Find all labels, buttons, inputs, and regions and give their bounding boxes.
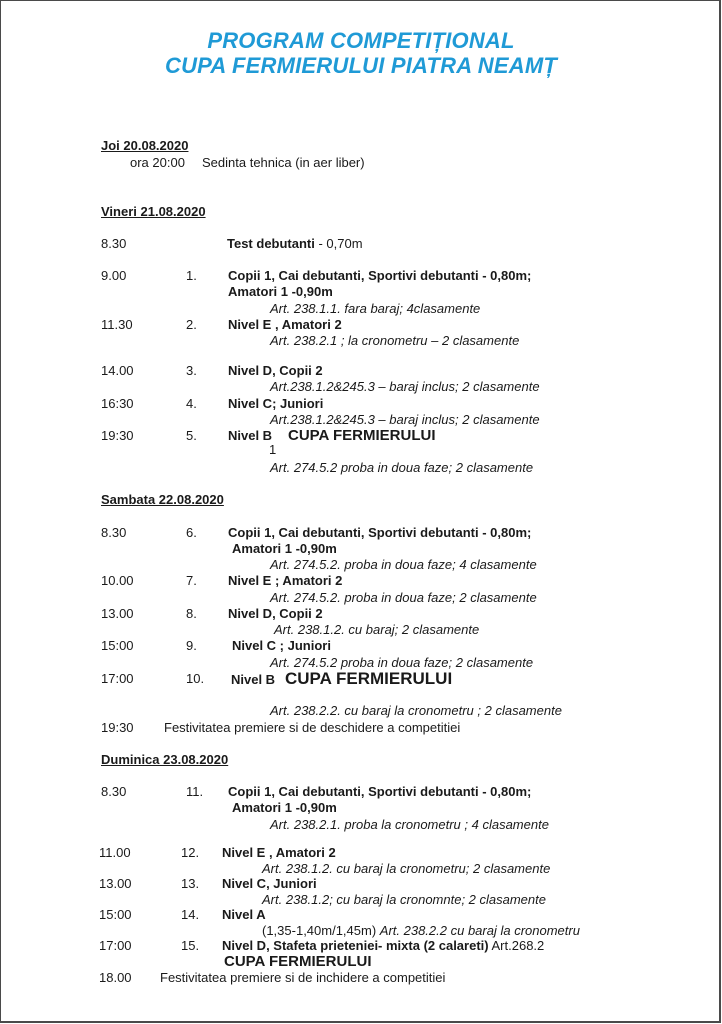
event-title: Copii 1, Cai debutanti, Sportivi debutanti - 0,80m; xyxy=(228,784,532,799)
event-time: 19:30 xyxy=(101,428,134,443)
event-title-line-2: Amatori 1 -0,90m xyxy=(232,800,337,815)
meeting-text: Sedinta tehnica (in aer liber) xyxy=(202,155,365,170)
event-number: 8. xyxy=(186,606,197,621)
event-title: Nivel B xyxy=(228,428,273,443)
event-title: Nivel D, Copii 2 xyxy=(228,606,323,621)
event-time: 14.00 xyxy=(101,363,134,378)
event-article: Art.238.1.2&245.3 – baraj inclus; 2 clasamente xyxy=(270,412,540,427)
event-title-line-2: Amatori 1 -0,90m xyxy=(228,284,333,299)
closing-time: 19:30 xyxy=(101,720,134,735)
test-event xyxy=(227,236,363,251)
event-number: 14. xyxy=(181,907,200,922)
event-number: 13. xyxy=(181,876,200,891)
event-article-line xyxy=(262,923,580,938)
closing-text: Festivitatea premiere si de deschidere a competitiei xyxy=(164,720,461,735)
event-article: Art. 238.1.2. cu baraj la cronometru; 2 clasamente xyxy=(262,861,551,876)
closing-text: Festivitatea premiere si de inchidere a competitiei xyxy=(160,970,446,985)
event-article: Art. 238.2.2. cu baraj la cronometru ; 2 clasamente xyxy=(270,703,562,718)
event-title-line-2: Amatori 1 -0,90m xyxy=(232,541,337,556)
title-line-1: PROGRAM COMPETIȚIONAL xyxy=(207,28,515,53)
event-time: 8.30 xyxy=(101,525,127,540)
event-number: 6. xyxy=(186,525,197,540)
day-heading-sambata: Sambata 22.08.2020 xyxy=(101,492,224,507)
event-article: Art. 238.1.2; cu baraj la cronomnte; 2 clasamente xyxy=(262,892,546,907)
event-article: Art. 274.5.2. proba in doua faze; 2 clasamente xyxy=(270,590,537,605)
event-number: 3. xyxy=(186,363,197,378)
event-number: 15. xyxy=(181,938,200,953)
event-article: Art. 238.1.1. fara baraj; 4clasamente xyxy=(270,301,481,316)
event-title: Nivel D, Copii 2 xyxy=(228,363,323,378)
event-article: Art. 238.2.1. proba la cronometru ; 4 clasamente xyxy=(270,817,549,832)
event-number: 9. xyxy=(186,638,197,653)
event-title: Nivel C ; Juniori xyxy=(232,638,331,653)
event-title: Copii 1, Cai debutanti, Sportivi debutanti - 0,80m; xyxy=(228,525,532,540)
event-article: Art. 274.5.2 proba in doua faze; 2 clasamente xyxy=(270,655,534,670)
event-title: Nivel B xyxy=(231,672,276,687)
event-extra: 1 xyxy=(269,442,277,457)
event-article: Art.238.1.2&245.3 – baraj inclus; 2 clasamente xyxy=(270,379,540,394)
event-title: Nivel E , Amatori 2 xyxy=(222,845,336,860)
day-heading-joi: Joi 20.08.2020 xyxy=(101,138,189,153)
event-time: 17:00 xyxy=(101,671,134,686)
title-line-2: CUPA FERMIERULUI PIATRA NEAMȚ xyxy=(164,53,557,78)
event-title: Copii 1, Cai debutanti, Sportivi debutanti - 0,80m; xyxy=(228,268,532,283)
event-article: Art. 274.5.2 proba in doua faze; 2 clasamente xyxy=(270,460,534,475)
event-number: 10. xyxy=(186,671,205,686)
event-title: Nivel C, Juniori xyxy=(222,876,317,891)
event-article: Art.268.2 xyxy=(488,938,545,953)
event-article: Art. 238.2.1 ; la cronometru – 2 clasamente xyxy=(270,333,520,348)
event-title: Nivel D, Stafeta prieteniei- mixta (2 calareti) xyxy=(222,938,489,953)
event-time: 17:00 xyxy=(99,938,132,953)
event-number: 11. xyxy=(186,784,204,799)
event-title-line xyxy=(222,938,544,953)
event-title: Nivel C; Juniori xyxy=(228,396,324,411)
closing-time: 18.00 xyxy=(99,970,132,985)
event-time: 11.30 xyxy=(101,317,133,332)
event-time: 8.30 xyxy=(101,236,127,251)
day-heading-duminica: Duminica 23.08.2020 xyxy=(101,752,229,767)
event-number: 4. xyxy=(186,396,197,411)
day-heading-vineri: Vineri 21.08.2020 xyxy=(101,204,206,219)
event-title: Nivel E , Amatori 2 xyxy=(228,317,342,332)
event-time: 13.00 xyxy=(99,876,132,891)
event-heights: (1,35-1,40m/1,45m) xyxy=(262,923,380,938)
event-title: Nivel E ; Amatori 2 xyxy=(228,573,343,588)
event-number: 7. xyxy=(186,573,197,588)
event-article: Art. 274.5.2. proba in doua faze; 4 clasamente xyxy=(270,557,537,572)
event-title: Nivel A xyxy=(222,907,266,922)
event-number: 5. xyxy=(186,428,197,443)
event-time: 10.00 xyxy=(101,573,134,588)
event-article: Art. 238.1.2. cu baraj; 2 clasamente xyxy=(274,622,480,637)
cupa-fermierului-label: CUPA FERMIERULUI xyxy=(288,427,436,444)
event-time: 15:00 xyxy=(101,638,134,653)
event-number: 1. xyxy=(186,268,197,283)
event-time: 9.00 xyxy=(101,268,127,283)
event-time: 16:30 xyxy=(101,396,134,411)
event-number: 2. xyxy=(186,317,197,332)
cupa-fermierului-label: CUPA FERMIERULUI xyxy=(224,953,372,970)
event-title: Test debutanti xyxy=(227,236,315,251)
event-time: 11.00 xyxy=(99,845,131,860)
event-time: 13.00 xyxy=(101,606,134,621)
event-time: 15:00 xyxy=(99,907,132,922)
event-time: 8.30 xyxy=(101,784,127,799)
cupa-fermierului-label: CUPA FERMIERULUI xyxy=(285,669,453,688)
event-number: 12. xyxy=(181,845,200,860)
event-article: Art. 238.2.2 cu baraj la cronometru xyxy=(379,923,580,938)
meeting-time: ora 20:00 xyxy=(130,155,185,170)
event-height: - 0,70m xyxy=(314,236,363,251)
